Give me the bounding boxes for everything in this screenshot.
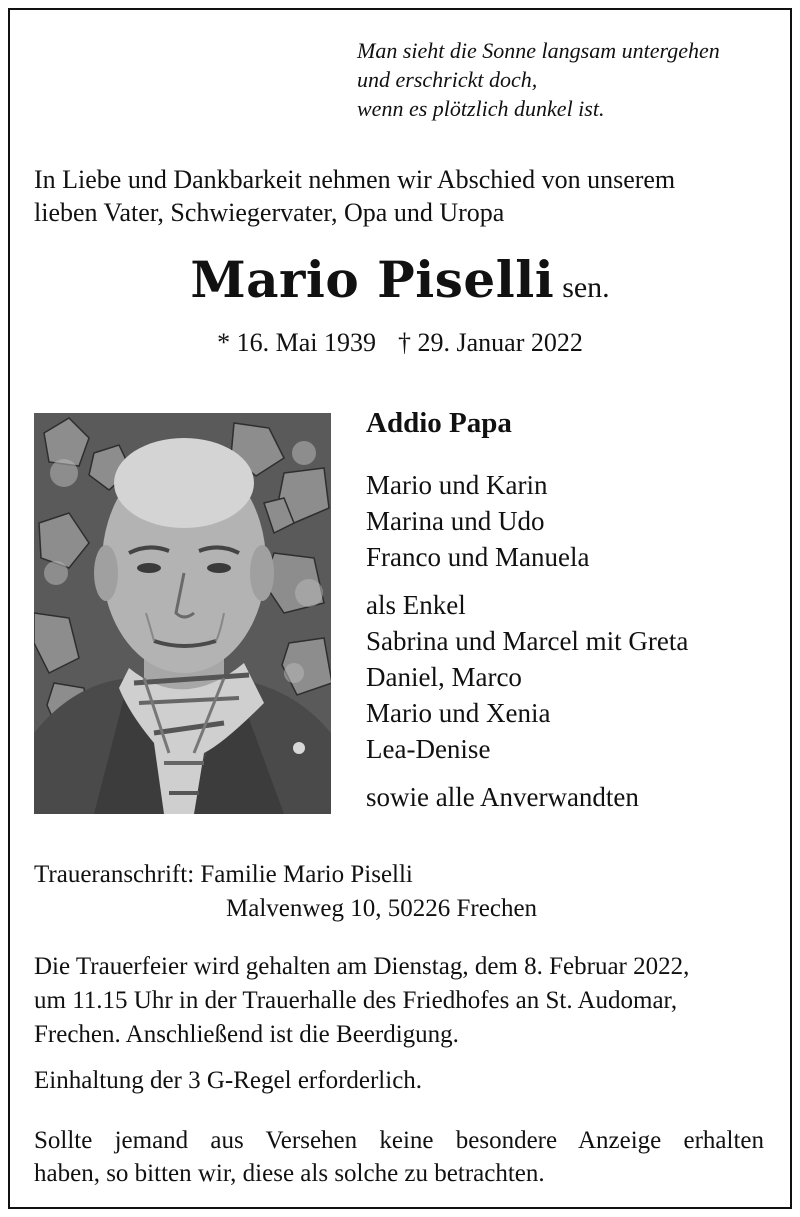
death-date: † 29. Januar 2022 [398,328,583,357]
deceased-name: Mario Piselli [190,250,555,309]
family-member: Daniel, Marco [366,662,522,692]
covid-rule-notice: Einhaltung der 3 G-Regel erforderlich. [34,1067,423,1094]
family-member: Franco und Manuela [366,542,590,572]
note-line: Sollte jemand aus Versehen keine besondere Anzeige erhalten [34,1127,764,1154]
ceremony-info [34,950,769,1052]
poem-line: Man sieht die Sonne langsam untergehen [357,38,720,63]
poem-line: und erschrickt doch, [357,67,538,92]
family-member: Mario und Xenia [366,698,551,728]
birth-date: * 16. Mai 1939 [217,328,377,357]
deceased-name-line [0,250,800,309]
address-label-line: Traueranschrift: Familie Mario Piselli [34,861,413,888]
closing-note [34,1124,764,1190]
address-street-line: Malvenweg 10, 50226 Frechen [226,895,538,922]
ceremony-line: Frechen. Anschließend ist die Beerdigung. [34,1021,459,1048]
family-member: Mario und Karin [366,470,548,500]
poem [357,36,777,123]
poem-line: wenn es plötzlich dunkel ist. [357,96,605,121]
family-member: Marina und Udo [366,506,545,536]
ceremony-line: um 11.15 Uhr in der Trauerhalle des Friedhofes an St. Audomar, [34,987,678,1014]
portrait-photo [34,413,331,814]
family-closing: sowie alle Anverwandten [366,782,639,812]
name-suffix: sen. [562,271,610,304]
intro-line: In Liebe und Dankbarkeit nehmen wir Abschied von unserem [34,165,676,194]
intro-text [34,163,774,229]
family-list [366,405,786,815]
life-dates [0,328,800,358]
family-heading: Addio Papa [366,407,512,439]
family-member: Sabrina und Marcel mit Greta [366,626,689,656]
intro-line: lieben Vater, Schwiegervater, Opa und Uropa [34,198,505,227]
mourning-address [34,858,537,926]
grandchildren-label: als Enkel [366,590,466,620]
ceremony-line: Die Trauerfeier wird gehalten am Dienstag, dem 8. Februar 2022, [34,953,690,980]
note-line: haben, so bitten wir, diese als solche zu betrachten. [34,1160,545,1187]
family-member: Lea-Denise [366,734,491,764]
